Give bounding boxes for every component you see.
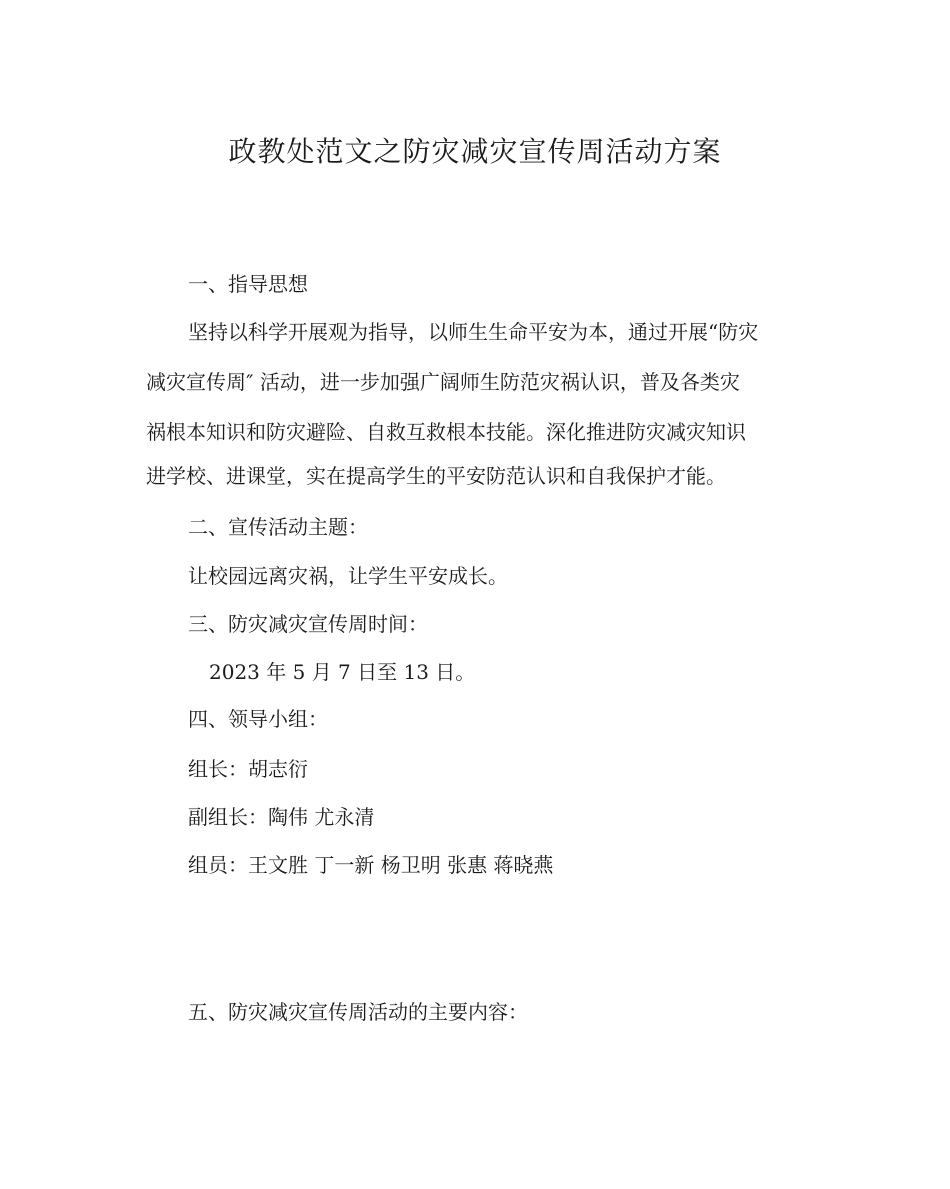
theme-text: 让校园远离灾祸，让学生平安成长。 — [188, 564, 508, 588]
section-heading-leadership: 四、领导小组： — [188, 707, 328, 731]
section-heading-theme: 二、宣传活动主题： — [188, 515, 368, 539]
section-heading-guiding-ideology: 一、指导思想 — [188, 272, 308, 296]
deputy-leader-line: 副组长：陶伟 尤永清 — [188, 805, 375, 829]
section-heading-time: 三、防灾减灾宣传周时间： — [188, 612, 428, 636]
paragraph-line: 祸根本知识和防灾避险、自救互救根本技能。深化推进防灾减灾知识 — [146, 420, 746, 444]
paragraph-line: 进学校、进课堂，实在提高学生的平安防范认识和自我保护才能。 — [146, 464, 726, 488]
paragraph-line: 坚持以科学开展观为指导，以师生生命平安为本，通过开展“防灾 — [188, 320, 759, 344]
leader-line: 组长：胡志衍 — [188, 757, 308, 781]
members-line: 组员：王文胜 丁一新 杨卫明 张惠 蒋晓燕 — [188, 853, 554, 877]
date-text: 2023 年 5 月 7 日至 13 日。 — [209, 660, 476, 684]
paragraph-line: 减灾宣传周″ 活动，进一步加强广阔师生防范灾祸认识，普及各类灾 — [146, 370, 740, 394]
document-title: 政教处范文之防灾减灾宣传周活动方案 — [228, 135, 722, 168]
section-heading-main-content: 五、防灾减灾宣传周活动的主要内容： — [188, 1000, 528, 1024]
